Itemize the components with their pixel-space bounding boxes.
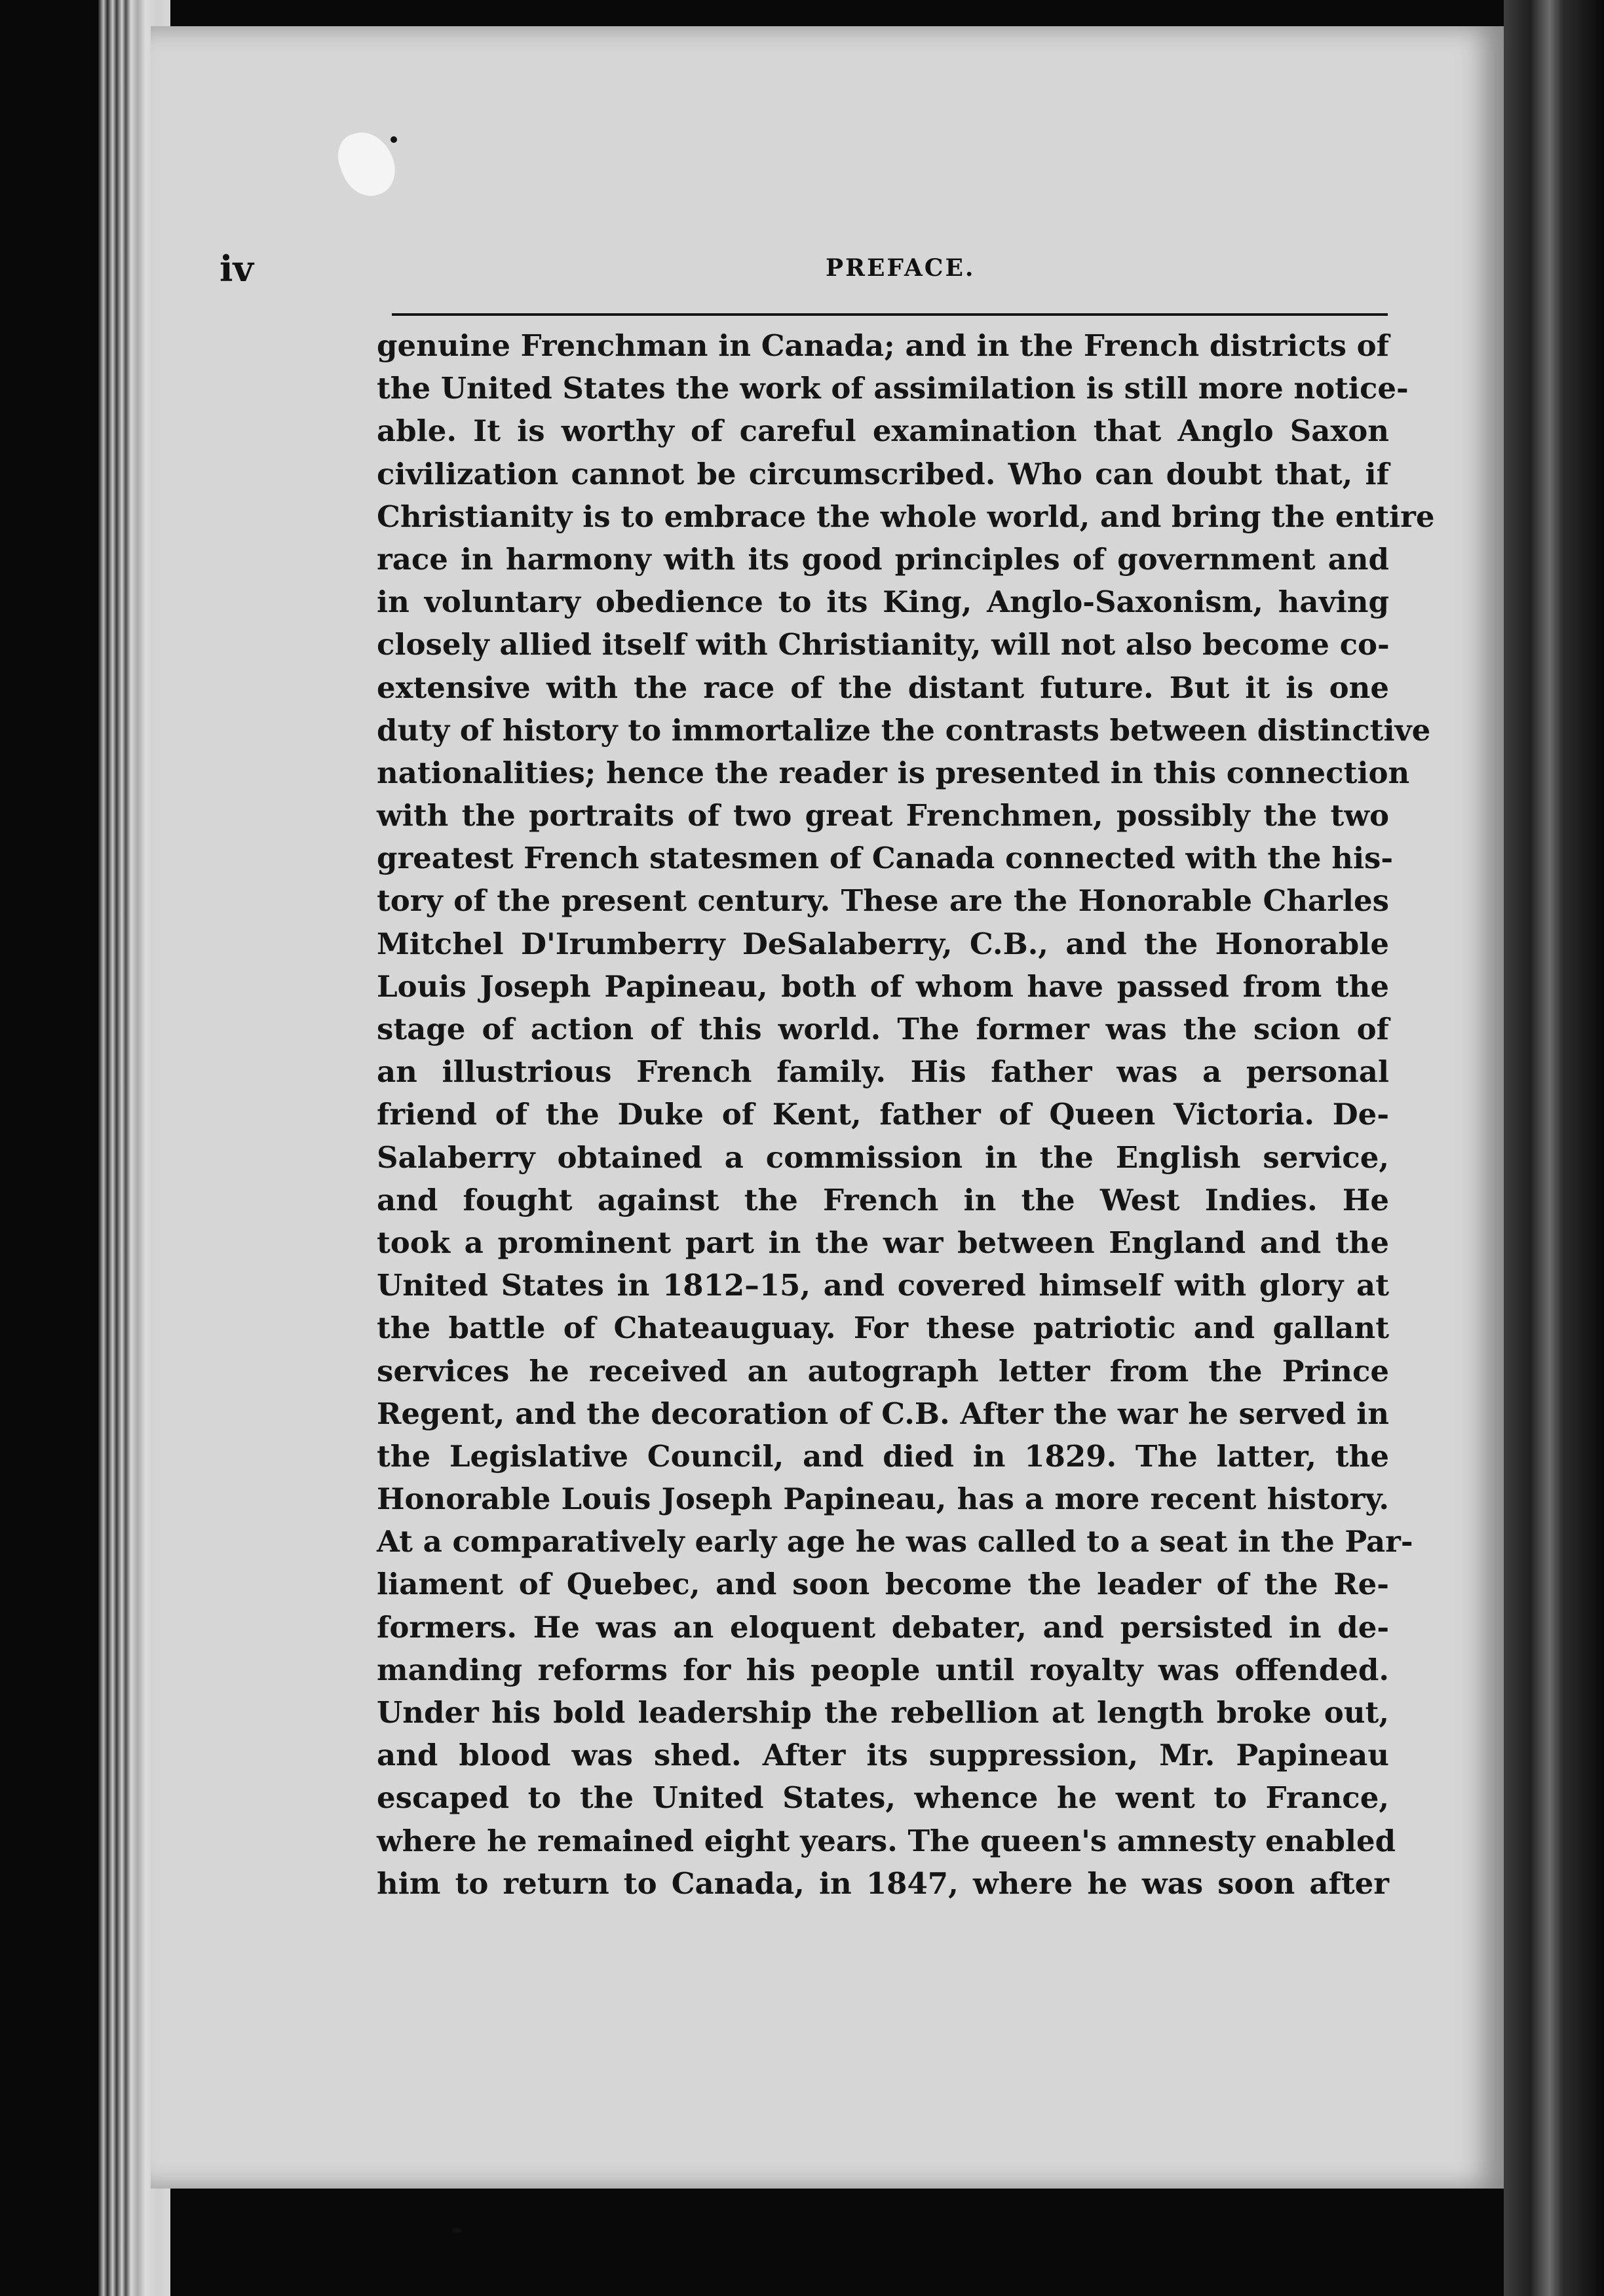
text-line: At a comparatively early age he was called to a seat in the Par- (377, 1524, 1413, 1559)
text-line: Louis Joseph Papineau, both of whom have passed from the (377, 968, 1389, 1004)
text-line: stage of action of this world. The former was the scion of (377, 1012, 1389, 1046)
text-line: greatest French statesmen of Canada connected with the his- (377, 841, 1394, 876)
text-line: extensive with the race of the distant future. But it is one (377, 670, 1389, 705)
text-line: and blood was shed. After its suppression, Mr. Papineau (377, 1738, 1389, 1773)
page-header (220, 248, 1386, 294)
text-line: services he received an autograph letter from the Prince (377, 1353, 1389, 1388)
text-line: where he remained eight years. The queen's amnesty enabled (377, 1823, 1396, 1858)
text-line: with the portraits of two great Frenchmen, possibly the two (377, 798, 1389, 833)
text-line: him to return to Canada, in 1847, where he was soon after (377, 1866, 1389, 1901)
text-line: the United States the work of assimilation is still more notice- (377, 371, 1409, 406)
text-line: race in harmony with its good principles of government and (377, 541, 1389, 577)
text-line: Salaberry obtained a commission in the English service, (377, 1139, 1389, 1175)
text-line: formers. He was an eloquent debater, and persisted in de- (377, 1609, 1389, 1645)
header-rule (392, 313, 1388, 316)
text-line: United States in 1812–15, and covered himself with glory at (377, 1268, 1389, 1303)
text-line: Regent, and the decoration of C.B. After the war he served in (377, 1396, 1389, 1431)
text-line: friend of the Duke of Kent, father of Queen Victoria. De- (377, 1097, 1389, 1132)
text-line: liament of Quebec, and soon become the leader of the Re- (377, 1567, 1389, 1602)
text-line: escaped to the United States, whence he went to France, (377, 1780, 1389, 1816)
ink-speck (391, 136, 397, 143)
text-line: the Legislative Council, and died in 1829. The latter, the (377, 1438, 1389, 1474)
text-line: able. It is worthy of careful examination that Anglo Saxon (377, 413, 1389, 449)
text-line: in voluntary obedience to its King, Anglo-Saxonism, having (377, 584, 1389, 620)
text-line: an illustrious French family. His father was a personal (377, 1054, 1389, 1090)
text-line: Honorable Louis Joseph Papineau, has a more recent history. (377, 1482, 1389, 1517)
text-line: genuine Frenchman in Canada; and in the French districts of (377, 328, 1389, 363)
running-title: PREFACE. (826, 254, 976, 282)
body-paragraph (377, 324, 1435, 1905)
text-line: and fought against the French in the West Indies. He (377, 1182, 1389, 1217)
text-line: duty of history to immortalize the contrasts between distinctive (377, 712, 1431, 748)
text-line: took a prominent part in the war between England and the (377, 1225, 1389, 1260)
right-page-gutter (1504, 0, 1604, 2296)
text-line: Christianity is to embrace the whole world, and bring the entire (377, 499, 1435, 534)
text-line: nationalities; hence the reader is presented in this connection (377, 755, 1410, 790)
text-line: Under his bold leadership the rebellion at length broke out, (377, 1695, 1389, 1730)
ink-speck (452, 2228, 461, 2233)
text-line: the battle of Chateauguay. For these patriotic and gallant (377, 1311, 1389, 1346)
text-line: tory of the present century. These are the Honorable Charles (377, 883, 1389, 919)
page-number: iv (220, 248, 254, 290)
text-line: manding reforms for his people until royalty was offended. (377, 1652, 1389, 1687)
text-line: civilization cannot be circumscribed. Who can doubt that, if (377, 456, 1389, 491)
text-line: Mitchel D'Irumberry DeSalaberry, C.B., and the Honorable (377, 926, 1389, 961)
text-line: closely allied itself with Christianity, will not also become co- (377, 627, 1390, 662)
